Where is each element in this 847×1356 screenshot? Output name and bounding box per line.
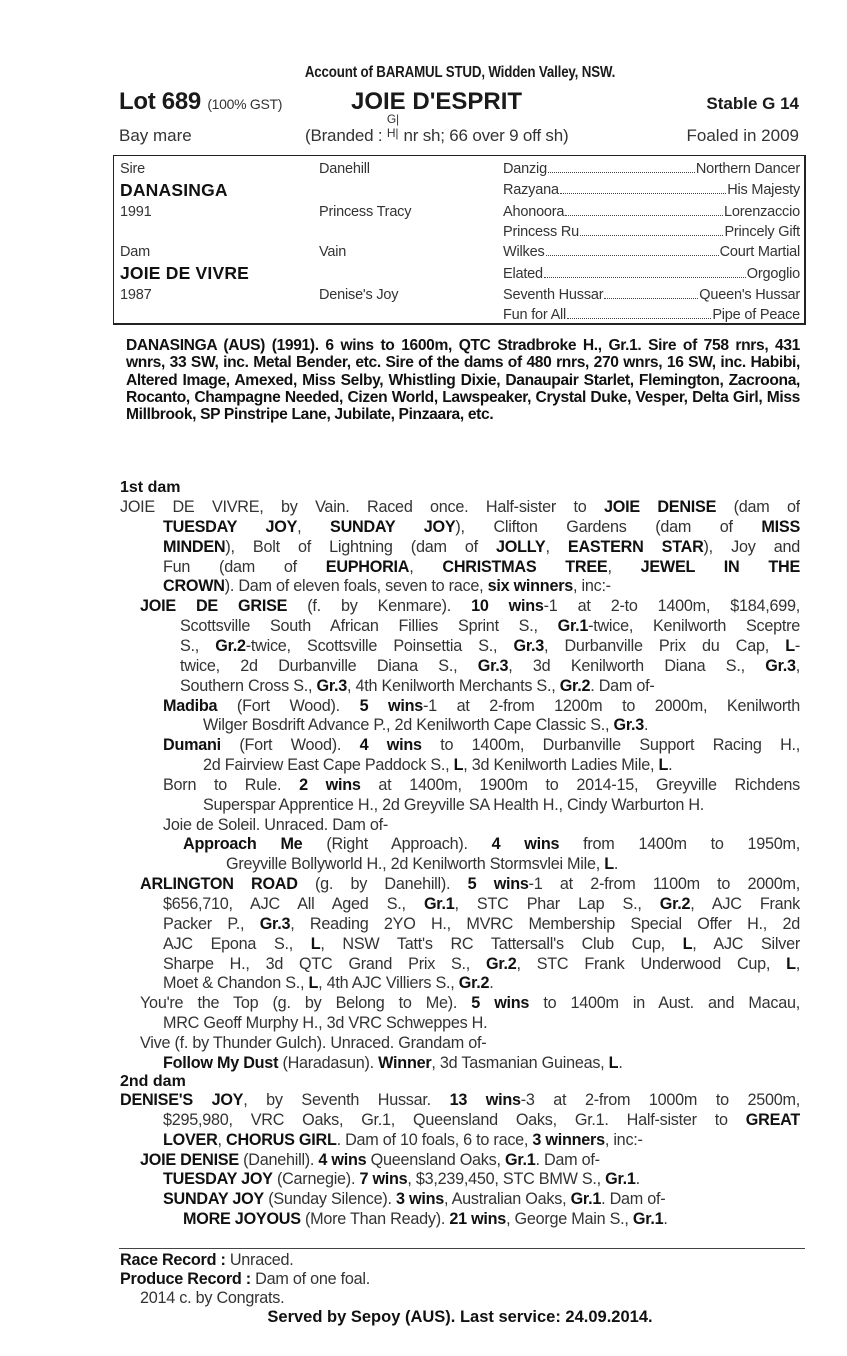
brand-bottom: H|	[386, 126, 399, 140]
pedigree-text-line	[163, 934, 800, 954]
g3-left: Fun for All	[503, 307, 567, 323]
text: Southern Cross S.,	[180, 676, 317, 695]
bold-text: TUESDAY JOY	[163, 1170, 273, 1189]
text: -1 at 2-to 1400m, $184,699,	[543, 597, 800, 616]
pedigree-text-line	[180, 656, 800, 676]
bold-text: Gr.1	[504, 1150, 536, 1169]
bold-text: 13 wins	[449, 1091, 521, 1109]
dot-leader	[604, 298, 698, 299]
bold-text: CROWN	[163, 577, 225, 596]
dot-leader	[565, 215, 723, 216]
bold-text: L	[658, 756, 669, 775]
bold-text: L	[308, 974, 319, 993]
horse-meta	[119, 112, 799, 150]
sire-year: 1991	[120, 204, 152, 220]
pedigree-text-line	[180, 676, 655, 696]
bold-text: 7 wins	[359, 1170, 408, 1189]
text: (More Than Ready).	[300, 1210, 450, 1229]
bold-text: MORE JOYOUS	[183, 1210, 301, 1229]
g3-left: Princess Ru	[503, 224, 579, 240]
pedigree-text-line	[140, 596, 800, 616]
bold-text: CHRISTMAS TREE	[442, 557, 608, 576]
lot-header	[119, 86, 799, 118]
g3-right: Pipe of Peace	[712, 307, 800, 323]
bold-text: Gr.1	[632, 1210, 664, 1229]
bold-text: Gr.2	[458, 974, 490, 993]
text: (g. by Danehill).	[297, 875, 468, 894]
lot-label: Lot 689	[119, 88, 201, 115]
bold-text: DENISE'S JOY	[120, 1091, 244, 1109]
text: . Dam of-	[590, 676, 655, 695]
text: ,	[607, 557, 641, 576]
bold-text: 21 wins	[449, 1210, 507, 1229]
produce-record-label: Produce Record :	[120, 1270, 251, 1288]
pedigree-g3-row	[503, 204, 800, 220]
bold-text: 10 wins	[471, 597, 544, 616]
bold-text: JOIE DE GRISE	[140, 597, 288, 616]
foal-entry: 2014 c. by Congrats.	[140, 1289, 285, 1307]
pedigree-g3-row	[503, 182, 800, 198]
bold-text: Gr.2	[559, 676, 591, 695]
pedigree-text-line	[140, 1033, 486, 1053]
bold-text: Gr.3	[613, 716, 645, 735]
text: , 3d Kenilworth Diana S.,	[508, 656, 766, 675]
g3-right: Lorenzaccio	[724, 204, 800, 220]
text: , 4th AJC Villiers S.,	[318, 974, 459, 993]
bold-text: MISS	[761, 517, 800, 536]
pedigree-text-line	[163, 537, 800, 557]
text: twice, 2d Durbanville Diana S.,	[180, 656, 478, 675]
vendor-account: Account of BARAMUL STUD, Widden Valley, NSW.	[304, 64, 616, 81]
bold-text: L	[310, 934, 321, 953]
g3-right: Queen's Hussar	[699, 287, 800, 303]
text: -	[794, 636, 800, 655]
pedigree-text-line	[180, 636, 800, 656]
bold-text: 4 wins	[318, 1150, 367, 1169]
g3-right: Court Martial	[719, 244, 800, 260]
text: Superspar Apprentice H., 2d Greyville SA Health H., Cindy Warburton H.	[203, 795, 705, 814]
text: ,	[217, 1130, 227, 1149]
pedigree-text-line	[163, 1053, 623, 1073]
bold-text: Gr.1	[423, 895, 455, 913]
text: . Dam of 10 foals, 6 to race,	[336, 1130, 533, 1149]
bold-text: EUPHORIA	[325, 557, 410, 576]
first-dam-heading: 1st dam	[120, 479, 181, 496]
text: (Sunday Silence).	[263, 1190, 396, 1209]
text: -3 at 2-from 1000m to 2500m,	[520, 1091, 800, 1109]
text: S.,	[180, 636, 216, 655]
pedigree-text-line	[140, 874, 800, 894]
text: Sharpe H., 3d QTC Grand Prix S.,	[163, 954, 487, 973]
pedigree-text-line	[163, 1189, 665, 1209]
text: at 1400m, 1900m to 2014-15, Greyville Richdens	[360, 775, 800, 794]
bold-text: Approach Me	[183, 835, 303, 854]
text: AJC Epona S.,	[163, 934, 311, 953]
brand-prefix: (Branded :	[305, 126, 383, 145]
bold-text: 5 wins	[467, 875, 529, 894]
bold-text: LOVER	[163, 1130, 218, 1149]
text: -1 at 2-from 1100m to 2000m,	[528, 875, 800, 894]
pedigree-text-line	[163, 775, 800, 795]
dot-leader	[548, 172, 695, 173]
pedigree-text-line	[226, 854, 618, 874]
bold-text: ARLINGTON ROAD	[140, 875, 298, 894]
pedigree-text-line	[163, 914, 800, 934]
pedigree-g3-row	[503, 244, 800, 260]
pedigree-g3-row	[503, 224, 800, 240]
dot-leader	[544, 277, 746, 278]
sires-sire: Danehill	[319, 161, 370, 177]
pedigree-text-line	[203, 795, 704, 815]
bold-text: 3 wins	[395, 1190, 444, 1209]
text: -twice, Scottsville Poinsettia S.,	[245, 636, 514, 655]
brand-mark-icon	[386, 112, 399, 141]
text: -1 at 2-from 1200m to 2000m, Kenilworth	[423, 696, 800, 715]
gst-note: (100% GST)	[207, 96, 283, 112]
divider	[119, 1248, 805, 1249]
text: 2d Fairview East Cape Paddock S.,	[203, 756, 454, 775]
text: . Dam of-	[601, 1190, 666, 1209]
pedigree-g3-row	[503, 287, 800, 303]
bold-text: Gr.3	[259, 914, 291, 933]
bold-text: Gr.3	[765, 656, 796, 675]
sire-summary: DANASINGA (AUS) (1991). 6 wins to 1600m, QTC Stradbroke H., Gr.1. Sire of 758 rnrs, 431 wnrs, 33 SW, inc. Metal Bender, etc. Sire of the dams of 480 rnrs, 270 wnrs, 16 SW, inc. Habibi, Altered Image, Amexed, Miss Selby, Whistling Dixie, Danaupair Starlet, Flemington, Zacroona, Rocanto, Champagne Needed, Cizen World, Lawspeaker, Crystal Duke, Vesper, Delta Girl, Miss Millbrook, SP Pinstripe Lane, Jubilate, Pinzaara, etc.	[126, 337, 800, 424]
pedigree-text-line	[163, 696, 800, 716]
bold-text: CHORUS GIRL	[226, 1130, 337, 1149]
dam-name: JOIE DE VIVRE	[120, 263, 250, 283]
text: Scottsville South African Fillies Sprint S.,	[180, 617, 558, 636]
bold-text: 2 wins	[299, 775, 361, 794]
bold-text: EASTERN STAR	[567, 537, 704, 556]
pedigree-text-line	[163, 735, 800, 755]
pedigree-g3-row	[503, 307, 800, 323]
text: Joie de Soleil. Unraced. Dam of-	[163, 815, 389, 834]
text: ,	[545, 537, 568, 556]
bold-text: JOIE DENISE	[603, 498, 717, 516]
bold-text: Follow My Dust	[163, 1053, 279, 1072]
bold-text: JEWEL IN THE	[640, 557, 800, 576]
text: , NSW Tatt's RC Tattersall's Club Cup,	[320, 934, 683, 953]
bold-text: Madiba	[163, 696, 218, 715]
text: ), Joy and	[703, 537, 800, 556]
bold-text: 4 wins	[359, 736, 422, 755]
text: , 3d Tasmanian Guineas,	[431, 1053, 609, 1072]
foaled-year: Foaled in 2009	[686, 126, 799, 145]
dot-leader	[560, 193, 726, 194]
g3-left: Razyana	[503, 182, 559, 198]
pedigree-text-line	[163, 954, 800, 974]
text: ), Clifton Gardens (dam of	[455, 517, 762, 536]
text: .	[489, 974, 494, 993]
text: .	[644, 716, 649, 735]
text: , AJC Frank	[690, 895, 800, 913]
brand-top: G|	[386, 112, 399, 126]
dot-leader	[546, 255, 719, 256]
bold-text: Gr.1	[570, 1190, 602, 1209]
dot-leader	[580, 235, 723, 236]
bold-text: Dumani	[163, 736, 221, 755]
sire-label: Sire	[120, 161, 145, 177]
g3-right: Princely Gift	[724, 224, 800, 240]
text: $295,980, VRC Oaks, Gr.1, Queensland Oaks, Gr.1. Half-sister to	[163, 1110, 746, 1129]
text: , George Main S.,	[506, 1210, 633, 1229]
sires-dam: Princess Tracy	[319, 204, 412, 220]
text: (Carnegie).	[272, 1170, 360, 1189]
dam-label: Dam	[120, 244, 151, 260]
bold-text: 5 wins	[359, 696, 423, 715]
text: .	[618, 1053, 623, 1072]
text: Vive (f. by Thunder Gulch). Unraced. Grandam of-	[140, 1033, 487, 1052]
text: , STC Phar Lap S.,	[454, 895, 660, 913]
sex-colour: Bay mare	[119, 126, 192, 145]
pedigree-g3-row	[503, 266, 800, 282]
lot-number	[119, 88, 282, 116]
race-record-value: Unraced.	[225, 1251, 294, 1269]
pedigree-text-line	[140, 1150, 600, 1170]
bold-text: Gr.1	[605, 1170, 636, 1189]
bold-text: MINDEN	[163, 537, 226, 556]
text: (Fort Wood).	[217, 696, 360, 715]
pedigree-text-line	[163, 1013, 487, 1033]
g3-right: Northern Dancer	[695, 161, 800, 177]
text: ), Bolt of Lightning (dam of	[225, 537, 497, 556]
produce-record-value: Dam of one foal.	[250, 1270, 370, 1288]
text: , 3d Kenilworth Ladies Mile,	[463, 756, 659, 775]
bold-text: L	[608, 1053, 619, 1072]
text: , inc:-	[604, 1130, 643, 1149]
dams-dam: Denise's Joy	[319, 287, 399, 303]
pedigree-table	[113, 155, 806, 325]
text: , AJC Silver	[692, 934, 800, 953]
pedigree-text-line	[120, 1090, 800, 1110]
g3-right: Orgoglio	[746, 266, 800, 282]
bold-text: Gr.2	[486, 954, 517, 973]
bold-text: Gr.1	[557, 617, 589, 636]
service-note: Served by Sepoy (AUS). Last service: 24.09.2014.	[267, 1308, 653, 1326]
text: ,	[795, 954, 800, 973]
bold-text: TUESDAY JOY	[163, 517, 298, 536]
bold-text: SUNDAY JOY	[330, 517, 456, 536]
second-dam-heading: 2nd dam	[120, 1073, 186, 1090]
text: ,	[409, 557, 443, 576]
pedigree-g3-row	[503, 161, 800, 177]
text: (Haradasun).	[278, 1053, 379, 1072]
text: Born to Rule.	[163, 775, 300, 794]
text: (Danehill).	[238, 1150, 319, 1169]
bold-text: L	[786, 954, 796, 973]
pedigree-text-line	[163, 557, 800, 577]
text: to 1400m in Aust. and Macau,	[529, 994, 800, 1013]
text: MRC Geoff Murphy H., 3d VRC Schweppes H.	[163, 1014, 488, 1033]
text: You're the Top (g. by Belong to Me).	[140, 994, 472, 1013]
g3-left: Seventh Hussar	[503, 287, 604, 303]
g3-left: Wilkes	[503, 244, 545, 260]
pedigree-text-line	[163, 517, 800, 537]
g3-left: Danzig	[503, 161, 547, 177]
text: .	[668, 756, 673, 775]
pedigree-text-line	[163, 1169, 640, 1189]
brand-suffix: nr sh; 66 over 9 off sh)	[403, 126, 569, 145]
race-record-label: Race Record :	[120, 1251, 226, 1269]
text: Queensland Oaks,	[366, 1150, 505, 1169]
bold-text: L	[682, 934, 693, 953]
text: , Australian Oaks,	[443, 1190, 571, 1209]
bold-text: 3 winners	[532, 1130, 605, 1149]
pedigree-text-line	[180, 616, 800, 636]
text: -twice, Kenilworth Sceptre	[588, 617, 800, 636]
pedigree-text-line	[163, 973, 494, 993]
text: , 4th Kenilworth Merchants S.,	[347, 676, 560, 695]
pedigree-text-line	[183, 834, 800, 854]
text: , STC Frank Underwood Cup,	[516, 954, 787, 973]
bold-text: 4 wins	[491, 835, 560, 854]
text: Fun (dam of	[163, 557, 326, 576]
dam-year: 1987	[120, 287, 152, 303]
g3-left: Ahonoora	[503, 204, 565, 220]
pedigree-text-line	[120, 497, 800, 517]
pedigree-text-line	[163, 576, 611, 596]
g3-right: His Majesty	[727, 182, 800, 198]
pedigree-text-line	[163, 894, 800, 914]
bold-text: L	[453, 756, 464, 775]
text: . Dam of-	[535, 1150, 600, 1169]
pedigree-text-line	[163, 815, 388, 835]
text: ,	[297, 517, 331, 536]
sire-name: DANASINGA	[120, 180, 228, 200]
text: .	[663, 1210, 668, 1229]
pedigree-text-line	[163, 1110, 800, 1130]
bold-text: L	[604, 855, 614, 874]
bold-text: SUNDAY JOY	[163, 1190, 264, 1209]
text: (dam of	[716, 498, 800, 516]
bold-text: Gr.2	[215, 636, 246, 655]
bold-text: Gr.2	[659, 895, 691, 913]
text: .	[613, 855, 619, 874]
text: , by Seventh Hussar.	[243, 1091, 450, 1109]
bold-text: six winners	[487, 577, 573, 596]
race-record	[120, 1250, 294, 1270]
pedigree-text-line	[163, 1130, 643, 1150]
text: from 1400m to 1950m,	[559, 835, 800, 854]
text: to 1400m, Durbanville Support Racing H.,	[421, 736, 800, 755]
bold-text: Gr.3	[513, 636, 544, 655]
pedigree-text-line	[203, 755, 672, 775]
text: , Durbanville Prix du Cap,	[543, 636, 786, 655]
text: (Fort Wood).	[220, 736, 360, 755]
dams-sire: Vain	[319, 244, 347, 260]
bold-text: Gr.3	[316, 676, 348, 695]
produce-record	[120, 1269, 370, 1289]
text: Greyville Bollyworld H., 2d Kenilworth Stormsvlei Mile,	[226, 855, 605, 874]
brand-description	[305, 112, 569, 146]
bold-text: L	[785, 636, 795, 655]
text: , Reading 2YO H., MVRC Membership Special Offer H., 2d	[290, 914, 800, 933]
text: .	[635, 1170, 640, 1189]
pedigree-text-line	[140, 993, 800, 1013]
text: (f. by Kenmare).	[287, 597, 472, 616]
bold-text: Winner	[378, 1053, 432, 1072]
pedigree-text-line	[183, 1209, 668, 1229]
text: ). Dam of eleven foals, seven to race,	[224, 577, 488, 596]
text: JOIE DE VIVRE, by Vain. Raced once. Half-sister to	[120, 498, 604, 516]
stable-location: Stable G 14	[706, 94, 799, 113]
text: (Right Approach).	[302, 835, 492, 854]
bold-text: JOIE DENISE	[140, 1150, 239, 1169]
g3-left: Elated	[503, 266, 543, 282]
text: ,	[795, 656, 800, 675]
text: Moet & Chandon S.,	[163, 974, 309, 993]
text: $656,710, AJC All Aged S.,	[163, 895, 424, 913]
text: , inc:-	[573, 577, 611, 596]
bold-text: Gr.3	[477, 656, 509, 675]
horse-name: JOIE D'ESPRIT	[351, 88, 523, 115]
text: , $3,239,450, STC BMW S.,	[407, 1170, 606, 1189]
text: Packer P.,	[163, 914, 260, 933]
text: Wilger Bosdrift Advance P., 2d Kenilworth Cape Classic S.,	[203, 716, 614, 735]
bold-text: 5 wins	[471, 994, 530, 1013]
bold-text: GREAT	[745, 1110, 800, 1129]
bold-text: JOLLY	[496, 537, 546, 556]
pedigree-text-line	[203, 715, 648, 735]
dot-leader	[567, 318, 711, 319]
